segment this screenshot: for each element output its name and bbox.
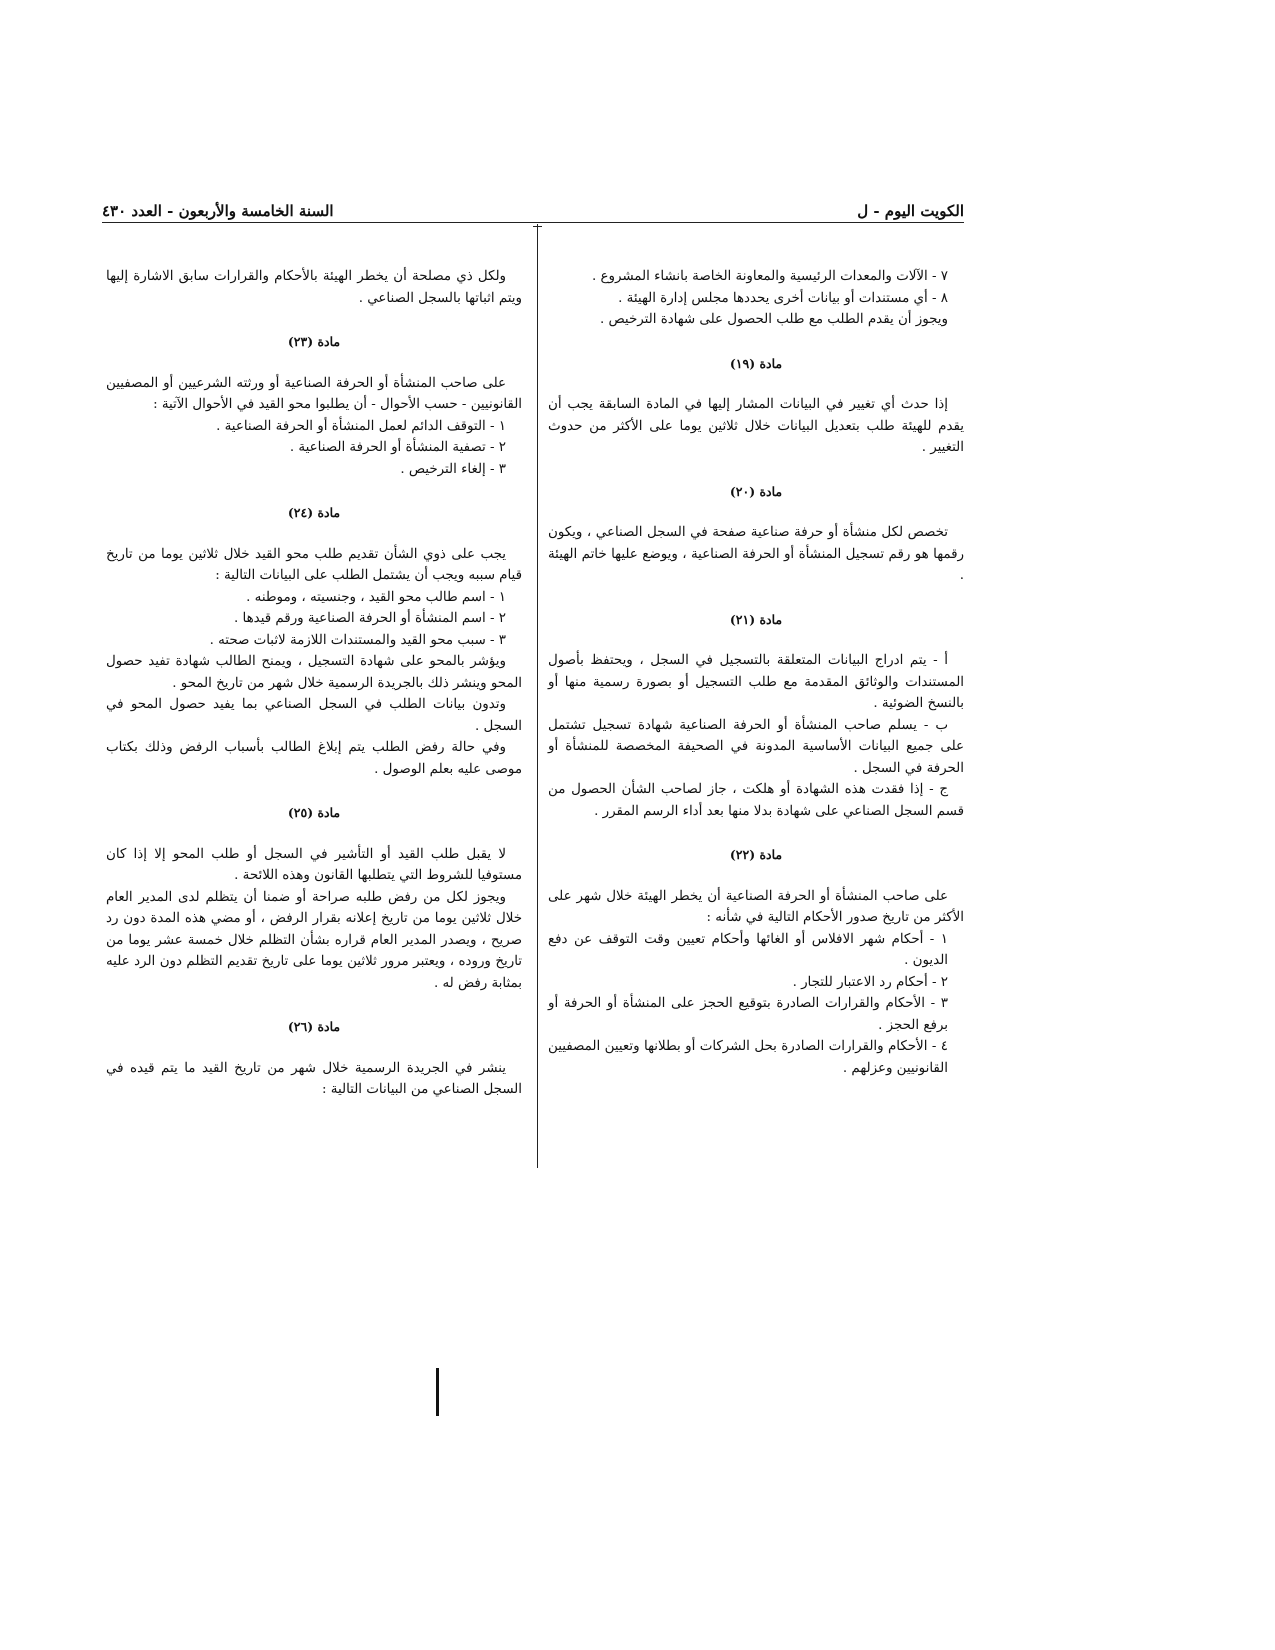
paragraph: ويؤشر بالمحو على شهادة التسجيل ، ويمنح الطالب شهادة تفيد حصول المحو وينشر ذلك بالجريدة الرسمية خلال شهر من تاريخ المحو .	[106, 654, 522, 691]
article-20-text: تخصص لكل منشأة أو حرفة صناعية صفحة في السجل الصناعي ، ويكون رقمها هو رقم تسجيل المنشأة أو الحرفة الصناعية ، ويوضع عليها خاتم الهيئة .	[548, 525, 964, 583]
article-heading-21: مادة (٢١)	[729, 611, 783, 627]
paragraph: وتدون بيانات الطلب في السجل الصناعي بما يفيد حصول المحو في السجل .	[106, 697, 522, 734]
list-item: ٧ - الآلات والمعدات الرئيسية والمعاونة الخاصة بانشاء المشروع .	[591, 269, 948, 284]
list-item: ٢ - تصفية المنشأة أو الحرفة الصناعية .	[289, 440, 506, 455]
paragraph: ويجوز أن يقدم الطلب مع طلب الحصول على شهادة الترخيص .	[599, 312, 948, 327]
paragraph: ولكل ذي مصلحة أن يخطر الهيئة بالأحكام والقرارات سابق الاشارة إليها ويتم اثباتها بالسجل الصناعي .	[106, 269, 522, 306]
article-23-text: على صاحب المنشأة أو الحرفة الصناعية أو ورثته الشرعيين أو المصفيين القانونيين - حسب الأحوال - أن يطلبوا محو القيد في الأحوال الآتية :	[106, 375, 522, 412]
list-item: ٢ - أحكام رد الاعتبار للتجار .	[792, 974, 948, 990]
article-21-clause-b: ب - يسلم صاحب المنشأة أو الحرفة الصناعية شهادة تسجيل تشتمل على جميع البيانات الأساسية المدونة في الصحيفة المخصصة للمنشأة أو الحرفة في السجل .	[548, 717, 964, 776]
article-24-text: يجب على ذوي الشأن تقديم طلب محو القيد خلال ثلاثين يوما من تاريخ قيام سببه ويجب أن يشتمل الطلب على البيانات التالية :	[106, 546, 522, 583]
article-26-text: ينشر في الجريدة الرسمية خلال شهر من تاريخ القيد ما يتم قيده في السجل الصناعي من البيانات التالية :	[106, 1060, 522, 1097]
right-column	[548, 266, 964, 1079]
article-21-clause-c: ج - إذا فقدت هذه الشهادة أو هلكت ، جاز لصاحب الشأن الحصول من قسم السجل الصناعي على شهادة بدلا منها بعد أداء الرسم المقرر .	[548, 782, 964, 819]
article-heading-23: مادة (٢٣)	[287, 334, 341, 349]
list-item: ٣ - الأحكام والقرارات الصادرة بتوقيع الحجز على المنشأة أو الحرفة أو برفع الحجز .	[548, 996, 948, 1033]
article-heading-26: مادة (٢٦)	[287, 1019, 341, 1034]
column-divider	[537, 224, 538, 1168]
divider-tick	[533, 226, 542, 227]
article-heading-25: مادة (٢٥)	[287, 805, 341, 820]
list-item: ٣ - إلغاء الترخيص .	[400, 461, 506, 477]
article-heading-22: مادة (٢٢)	[729, 847, 783, 862]
list-item: ١ - التوقف الدائم لعمل المنشأة أو الحرفة الصناعية .	[216, 418, 506, 434]
header-rule	[102, 222, 964, 223]
list-item: ٣ - سبب محو القيد والمستندات اللازمة لاثبات صحته .	[209, 632, 506, 648]
article-heading-20: مادة (٢٠)	[729, 483, 783, 499]
paragraph: ويجوز لكل من رفض طلبه صراحة أو ضمنا أن يتظلم لدى المدير العام خلال ثلاثين يوما من تاريخ إعلانه بقرار الرفض ، أو مضي هذه المدة دون رد صريح ، ويصدر المدير العام قراره بشأن التظلم خلال خمسة عشر يوما من تاريخ وروده ، ويعتبر مرور ثلاثين يوما على تاريخ تقديم التظلم دون الرد عليه بمثابة رفض له .	[106, 889, 522, 991]
list-item: ١ - أحكام شهر الافلاس أو الغائها وأحكام تعيين وقت التوقف عن دفع الديون .	[548, 931, 948, 968]
paragraph: وفي حالة رفض الطلب يتم إبلاغ الطالب بأسباب الرفض وذلك بكتاب موصى عليه بعلم الوصول .	[106, 740, 522, 777]
article-heading-19: مادة (١٩)	[729, 355, 783, 371]
article-19-text: إذا حدث أي تغيير في البيانات المشار إليها في المادة السابقة يجب أن يقدم للهيئة طلب بتعديل البيانات خلال ثلاثين يوما على الأكثر من حدوث التغيير .	[548, 397, 964, 455]
list-item: ٤ - الأحكام والقرارات الصادرة بحل الشركات أو بطلانها وتعيين المصفيين القانونيين وعزلهم .	[548, 1039, 948, 1076]
left-column	[106, 266, 522, 1101]
list-item: ٨ - أي مستندات أو بيانات أخرى يحددها مجلس إدارة الهيئة .	[618, 290, 948, 306]
scan-mark	[436, 1368, 439, 1416]
article-25-text: لا يقبل طلب القيد أو التأشير في السجل أو طلب المحو إلا إذا كان مستوفيا للشروط التي يتطلبها القانون وهذه اللائحة .	[106, 846, 522, 883]
list-item: ٢ - اسم المنشأة أو الحرفة الصناعية ورقم قيدها .	[234, 611, 506, 626]
article-22-text: على صاحب المنشأة أو الحرفة الصناعية أن يخطر الهيئة خلال شهر على الأكثر من تاريخ صدور الأحكام التالية في شأنه :	[548, 888, 964, 925]
article-heading-24: مادة (٢٤)	[287, 505, 341, 520]
list-item: ١ - اسم طالب محو القيد ، وجنسيته ، وموطنه .	[246, 589, 506, 605]
running-header	[102, 196, 964, 220]
header-issue-info: السنة الخامسة والأربعون - العدد ٤٣٠	[102, 202, 334, 220]
header-gazette-title: الكويت اليوم - ل	[857, 202, 964, 220]
article-21-clause-a: أ - يتم ادراج البيانات المتعلقة بالتسجيل في السجل ، ويحتفظ بأصول المستندات والوثائق المقدمة مع طلب التسجيل أو بصورة رسمية منها أو بالنسخ الضوئية .	[548, 653, 964, 711]
